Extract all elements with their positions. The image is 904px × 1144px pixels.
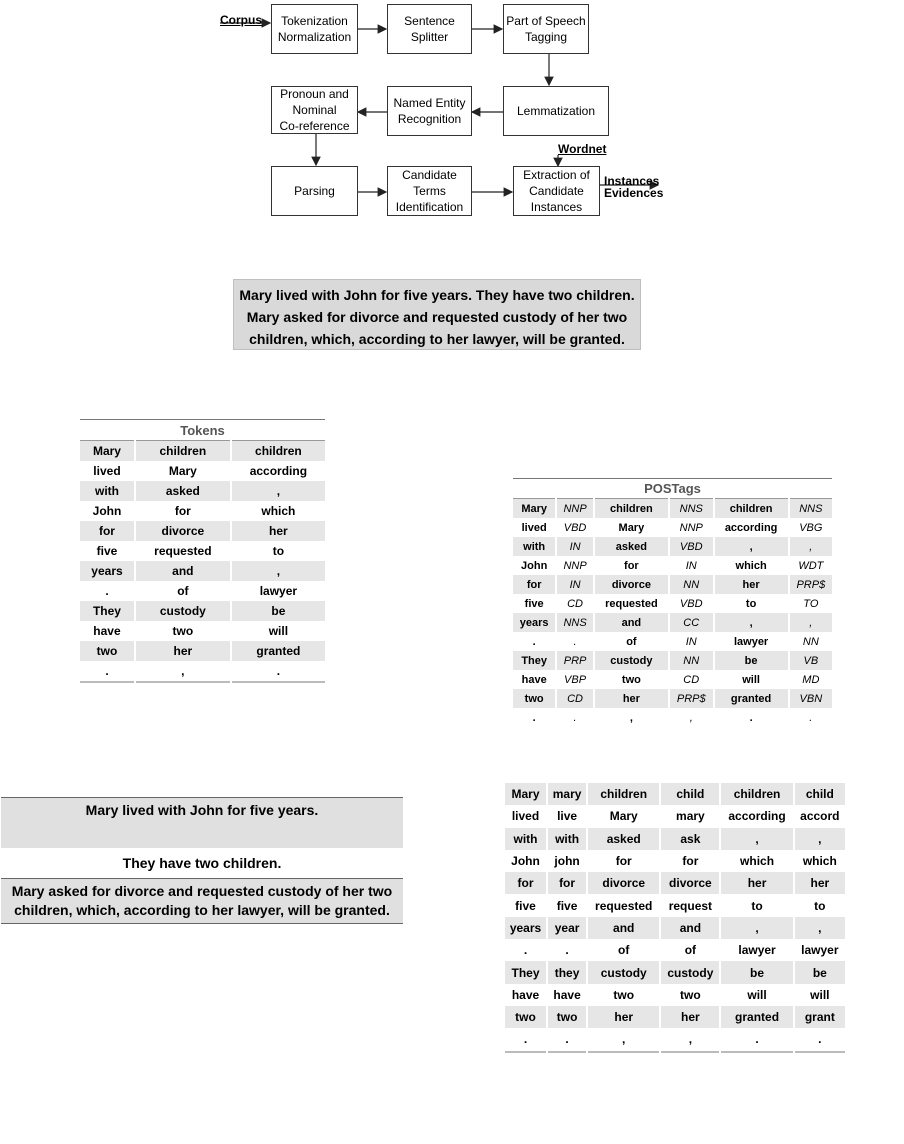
node-coreference: Pronoun and Nominal Co-reference [271,86,358,134]
lemma-cell: accord [794,805,845,827]
lemma-word-cell: with [505,828,547,850]
pos-tag-cell: NNP [669,518,714,537]
pos-word-cell: . [532,711,536,724]
token-cell: Mary [80,441,135,462]
token-cell: divorce [135,521,231,541]
token-cell: her [231,521,325,541]
table-row [505,1006,845,1028]
tokens-table-title: Tokens [80,420,325,441]
lemma-word-cell: asked [587,828,660,850]
lemma-word-cell: children [720,783,793,805]
token-cell: . [231,661,325,682]
pos-word-cell: her [594,689,669,708]
pos-tag-cell: CD [669,670,714,689]
table-row [505,917,845,939]
lemma-word-cell: divorce [587,872,660,894]
pos-word-cell: . [532,635,536,648]
output-evidences-label: Evidences [604,186,664,200]
table-row [513,613,832,632]
pos-tag-cell: NN [669,651,714,670]
lemma-cell: of [660,939,720,961]
pos-tag-cell: IN [556,575,594,594]
table-row [80,501,325,521]
lemma-word-cell: , [587,1028,660,1051]
pos-tag-cell: VBN [789,689,832,708]
lemma-word-cell: of [587,939,660,961]
pos-tag-cell: MD [789,670,832,689]
pos-tag-cell: , [789,613,832,632]
tokens-table [80,419,325,683]
token-cell: to [231,541,325,561]
table-row [505,872,845,894]
table-row [505,828,845,850]
table-row [80,661,325,682]
pos-word-cell: They [513,651,556,670]
lemma-word-cell: and [587,917,660,939]
token-cell: according [231,461,325,481]
pos-word-cell: custody [594,651,669,670]
token-cell: requested [135,541,231,561]
lemma-cell: child [794,783,845,805]
node-lemmatization: Lemmatization [503,86,609,136]
pos-word-cell: lawyer [714,632,789,651]
lemma-word-cell: lived [511,809,540,824]
lemma-word-cell: for [587,850,660,872]
pos-tag-cell: WDT [789,556,832,575]
pos-tag-cell: NNS [669,499,714,519]
lemma-word-cell: children [587,783,660,805]
lemma-cell: her [660,1006,720,1028]
table-row [513,556,832,575]
pos-tag-cell: NN [669,575,714,594]
token-cell: They [80,601,135,621]
pos-word-cell: have [521,673,547,686]
lemma-cell: . [547,939,587,961]
pos-tag-cell: . [556,632,594,651]
table-row [505,1028,845,1051]
lemma-cell: two [547,1006,587,1028]
lemmas-table [505,783,845,1053]
lemma-word-cell: two [505,1006,547,1028]
pos-word-cell: Mary [513,499,556,519]
table-row [513,575,832,594]
table-row [80,441,325,462]
node-tokenization: Tokenization Normalization [271,4,358,54]
table-row [505,961,845,983]
node-extraction: Extraction of Candidate Instances [513,166,600,216]
pos-tag-cell: TO [789,594,832,613]
pos-word-cell: of [594,632,669,651]
pos-word-cell: two [513,689,556,708]
pos-tag-cell: VBD [669,537,714,556]
pos-word-cell: , [714,537,789,556]
token-cell: which [231,501,325,521]
pos-tag-cell: VBP [556,670,594,689]
sentence-split-output [1,797,403,924]
lemma-word-cell: according [720,805,793,827]
token-cell: and [135,561,231,581]
table-row [505,850,845,872]
token-cell: with [80,481,135,501]
lemma-word-cell: Mary [505,783,547,805]
lemma-cell: ask [660,828,720,850]
token-cell: two [135,621,231,641]
pos-tag-cell: CD [556,689,594,708]
table-row [513,670,832,689]
token-cell: two [80,641,135,661]
pos-word-cell: children [594,499,669,519]
table-row [513,499,832,519]
table-row [80,521,325,541]
token-cell: five [96,544,118,558]
table-row [505,783,845,805]
lemma-word-cell: , [720,828,793,850]
node-ner: Named Entity Recognition [387,86,472,136]
table-row [80,481,325,501]
lemma-cell: child [660,783,720,805]
lemma-cell: which [794,850,845,872]
token-cell: children [135,441,231,462]
table-row [505,939,845,961]
pos-word-cell: five [524,597,544,610]
pos-tag-cell: VBD [669,594,714,613]
pos-word-cell: according [714,518,789,537]
table-row [513,689,832,708]
pos-word-cell: granted [714,689,789,708]
lemma-word-cell: five [515,898,536,913]
lemma-cell: two [660,984,720,1006]
table-row [513,632,832,651]
lemma-word-cell: years [505,917,547,939]
pos-word-cell: asked [594,537,669,556]
pos-tag-cell: , [669,708,714,727]
lemma-word-cell: , [720,917,793,939]
token-cell: , [135,661,231,682]
pos-word-cell: Mary [594,518,669,537]
token-cell: granted [231,641,325,661]
pos-word-cell: lived [521,521,547,534]
token-cell: asked [135,481,231,501]
token-cell: her [135,641,231,661]
pos-word-cell: , [594,708,669,727]
sentence-2: They have two children. [122,855,282,871]
lemma-word-cell: requested [587,894,660,916]
pos-tag-cell: . [789,708,832,727]
pos-word-cell: divorce [594,575,669,594]
lemma-word-cell: her [720,872,793,894]
lemma-cell: and [660,917,720,939]
output-instances-label: Instances [604,174,660,188]
token-cell: John [92,504,122,518]
lemma-word-cell: be [720,961,793,983]
pos-word-cell: be [714,651,789,670]
pos-tag-cell: NNP [556,556,594,575]
lemma-word-cell: . [523,943,528,958]
token-cell: for [80,521,135,541]
sentence-3: Mary asked for divorce and requested custody of her two children, which, according to her lawyer, will be granted. [1,878,403,924]
lemma-cell: with [547,828,587,850]
token-cell: of [135,581,231,601]
table-row [80,621,325,641]
pos-tag-cell: NNP [556,499,594,519]
lemma-word-cell: custody [587,961,660,983]
lemma-word-cell: which [720,850,793,872]
table-row [80,641,325,661]
pos-tag-cell: IN [669,556,714,575]
pos-word-cell: which [714,556,789,575]
pos-word-cell: years [513,613,556,632]
lemma-word-cell: . [720,1028,793,1051]
pos-tag-cell: VBD [556,518,594,537]
pos-tag-cell: IN [556,537,594,556]
lemma-cell: . [547,1028,587,1051]
lemma-cell: they [547,961,587,983]
token-cell: . [105,584,109,598]
token-cell: for [135,501,231,521]
lemma-word-cell: Mary [587,805,660,827]
token-cell: lawyer [231,581,325,601]
pos-tag-cell: PRP$ [669,689,714,708]
token-cell: have [93,624,121,638]
lemma-word-cell: have [511,987,540,1002]
lemma-cell: , [794,828,845,850]
token-cell: custody [135,601,231,621]
lemma-cell: mary [660,805,720,827]
pos-word-cell: will [714,670,789,689]
lemma-word-cell: granted [720,1006,793,1028]
pos-word-cell: and [594,613,669,632]
lemma-cell: will [794,984,845,1006]
pos-word-cell: for [594,556,669,575]
lemma-cell: request [660,894,720,916]
table-row [505,805,845,827]
lemma-cell: to [794,894,845,916]
lemma-cell: divorce [660,872,720,894]
lemma-cell: , [794,917,845,939]
token-cell: , [231,561,325,581]
token-cell: be [231,601,325,621]
token-cell: years [80,561,135,581]
node-candidate-terms: Candidate Terms Identification [387,166,472,216]
pos-table-title: POSTags [513,479,832,499]
pos-word-cell: John [521,559,548,572]
lemma-cell: her [794,872,845,894]
lemma-word-cell: two [587,984,660,1006]
table-row [513,708,832,727]
token-cell: . [105,664,109,678]
pos-word-cell: her [714,575,789,594]
table-row [513,651,832,670]
lemma-word-cell: will [720,984,793,1006]
lemma-cell: , [660,1028,720,1051]
lemma-cell: john [547,850,587,872]
wordnet-label: Wordnet [558,142,607,156]
token-cell: lived [93,464,121,478]
sentence-1: Mary lived with John for five years. [1,797,403,848]
lemma-cell: year [547,917,587,939]
node-pos-tagging: Part of Speech Tagging [503,4,589,54]
pos-tag-cell: CD [556,594,594,613]
token-cell: , [231,481,325,501]
lemma-cell: for [547,872,587,894]
table-row [80,561,325,581]
lemma-cell: five [547,894,587,916]
lemma-cell: lawyer [794,939,845,961]
pos-tag-cell: VB [789,651,832,670]
input-text-box: Mary lived with John for five years. They have two children. Mary asked for divorce and requested custody of her two children, which, according to her lawyer, will be granted. [233,279,641,350]
lemma-word-cell: for [505,872,547,894]
token-cell: Mary [135,461,231,481]
lemma-cell: mary [547,783,587,805]
lemma-word-cell: John [511,854,540,869]
pos-word-cell: for [513,575,556,594]
pos-tags-table [513,478,832,727]
pos-word-cell: . [714,708,789,727]
table-row [505,894,845,916]
lemma-word-cell: to [720,894,793,916]
lemma-cell: . [794,1028,845,1051]
pos-tag-cell: VBG [789,518,832,537]
pos-tag-cell: NNS [556,613,594,632]
table-row [513,537,832,556]
lemma-cell: have [547,984,587,1006]
pos-word-cell: with [513,537,556,556]
token-cell: will [231,621,325,641]
lemma-cell: for [660,850,720,872]
table-row [513,518,832,537]
pos-tag-cell: NNS [789,499,832,519]
lemma-cell: grant [794,1006,845,1028]
pos-tag-cell: NN [789,632,832,651]
token-cell: children [231,441,325,462]
lemma-word-cell: her [587,1006,660,1028]
pos-word-cell: two [594,670,669,689]
lemma-cell: be [794,961,845,983]
lemma-cell: live [547,805,587,827]
pos-tag-cell: . [556,708,594,727]
table-row [80,581,325,601]
table-row [80,461,325,481]
pos-word-cell: , [714,613,789,632]
pos-word-cell: children [714,499,789,519]
table-row [80,541,325,561]
lemma-cell: custody [660,961,720,983]
pos-word-cell: to [714,594,789,613]
node-sentence-splitter: Sentence Splitter [387,4,472,54]
pos-word-cell: requested [594,594,669,613]
lemma-word-cell: . [523,1032,528,1047]
pos-tag-cell: PRP$ [789,575,832,594]
pos-tag-cell: IN [669,632,714,651]
pos-tag-cell: , [789,537,832,556]
pos-tag-cell: PRP [556,651,594,670]
lemma-word-cell: lawyer [720,939,793,961]
table-row [513,594,832,613]
lemma-word-cell: They [505,961,547,983]
corpus-label: Corpus [220,13,262,27]
table-row [80,601,325,621]
pos-tag-cell: CC [669,613,714,632]
table-row [505,984,845,1006]
node-parsing: Parsing [271,166,358,216]
